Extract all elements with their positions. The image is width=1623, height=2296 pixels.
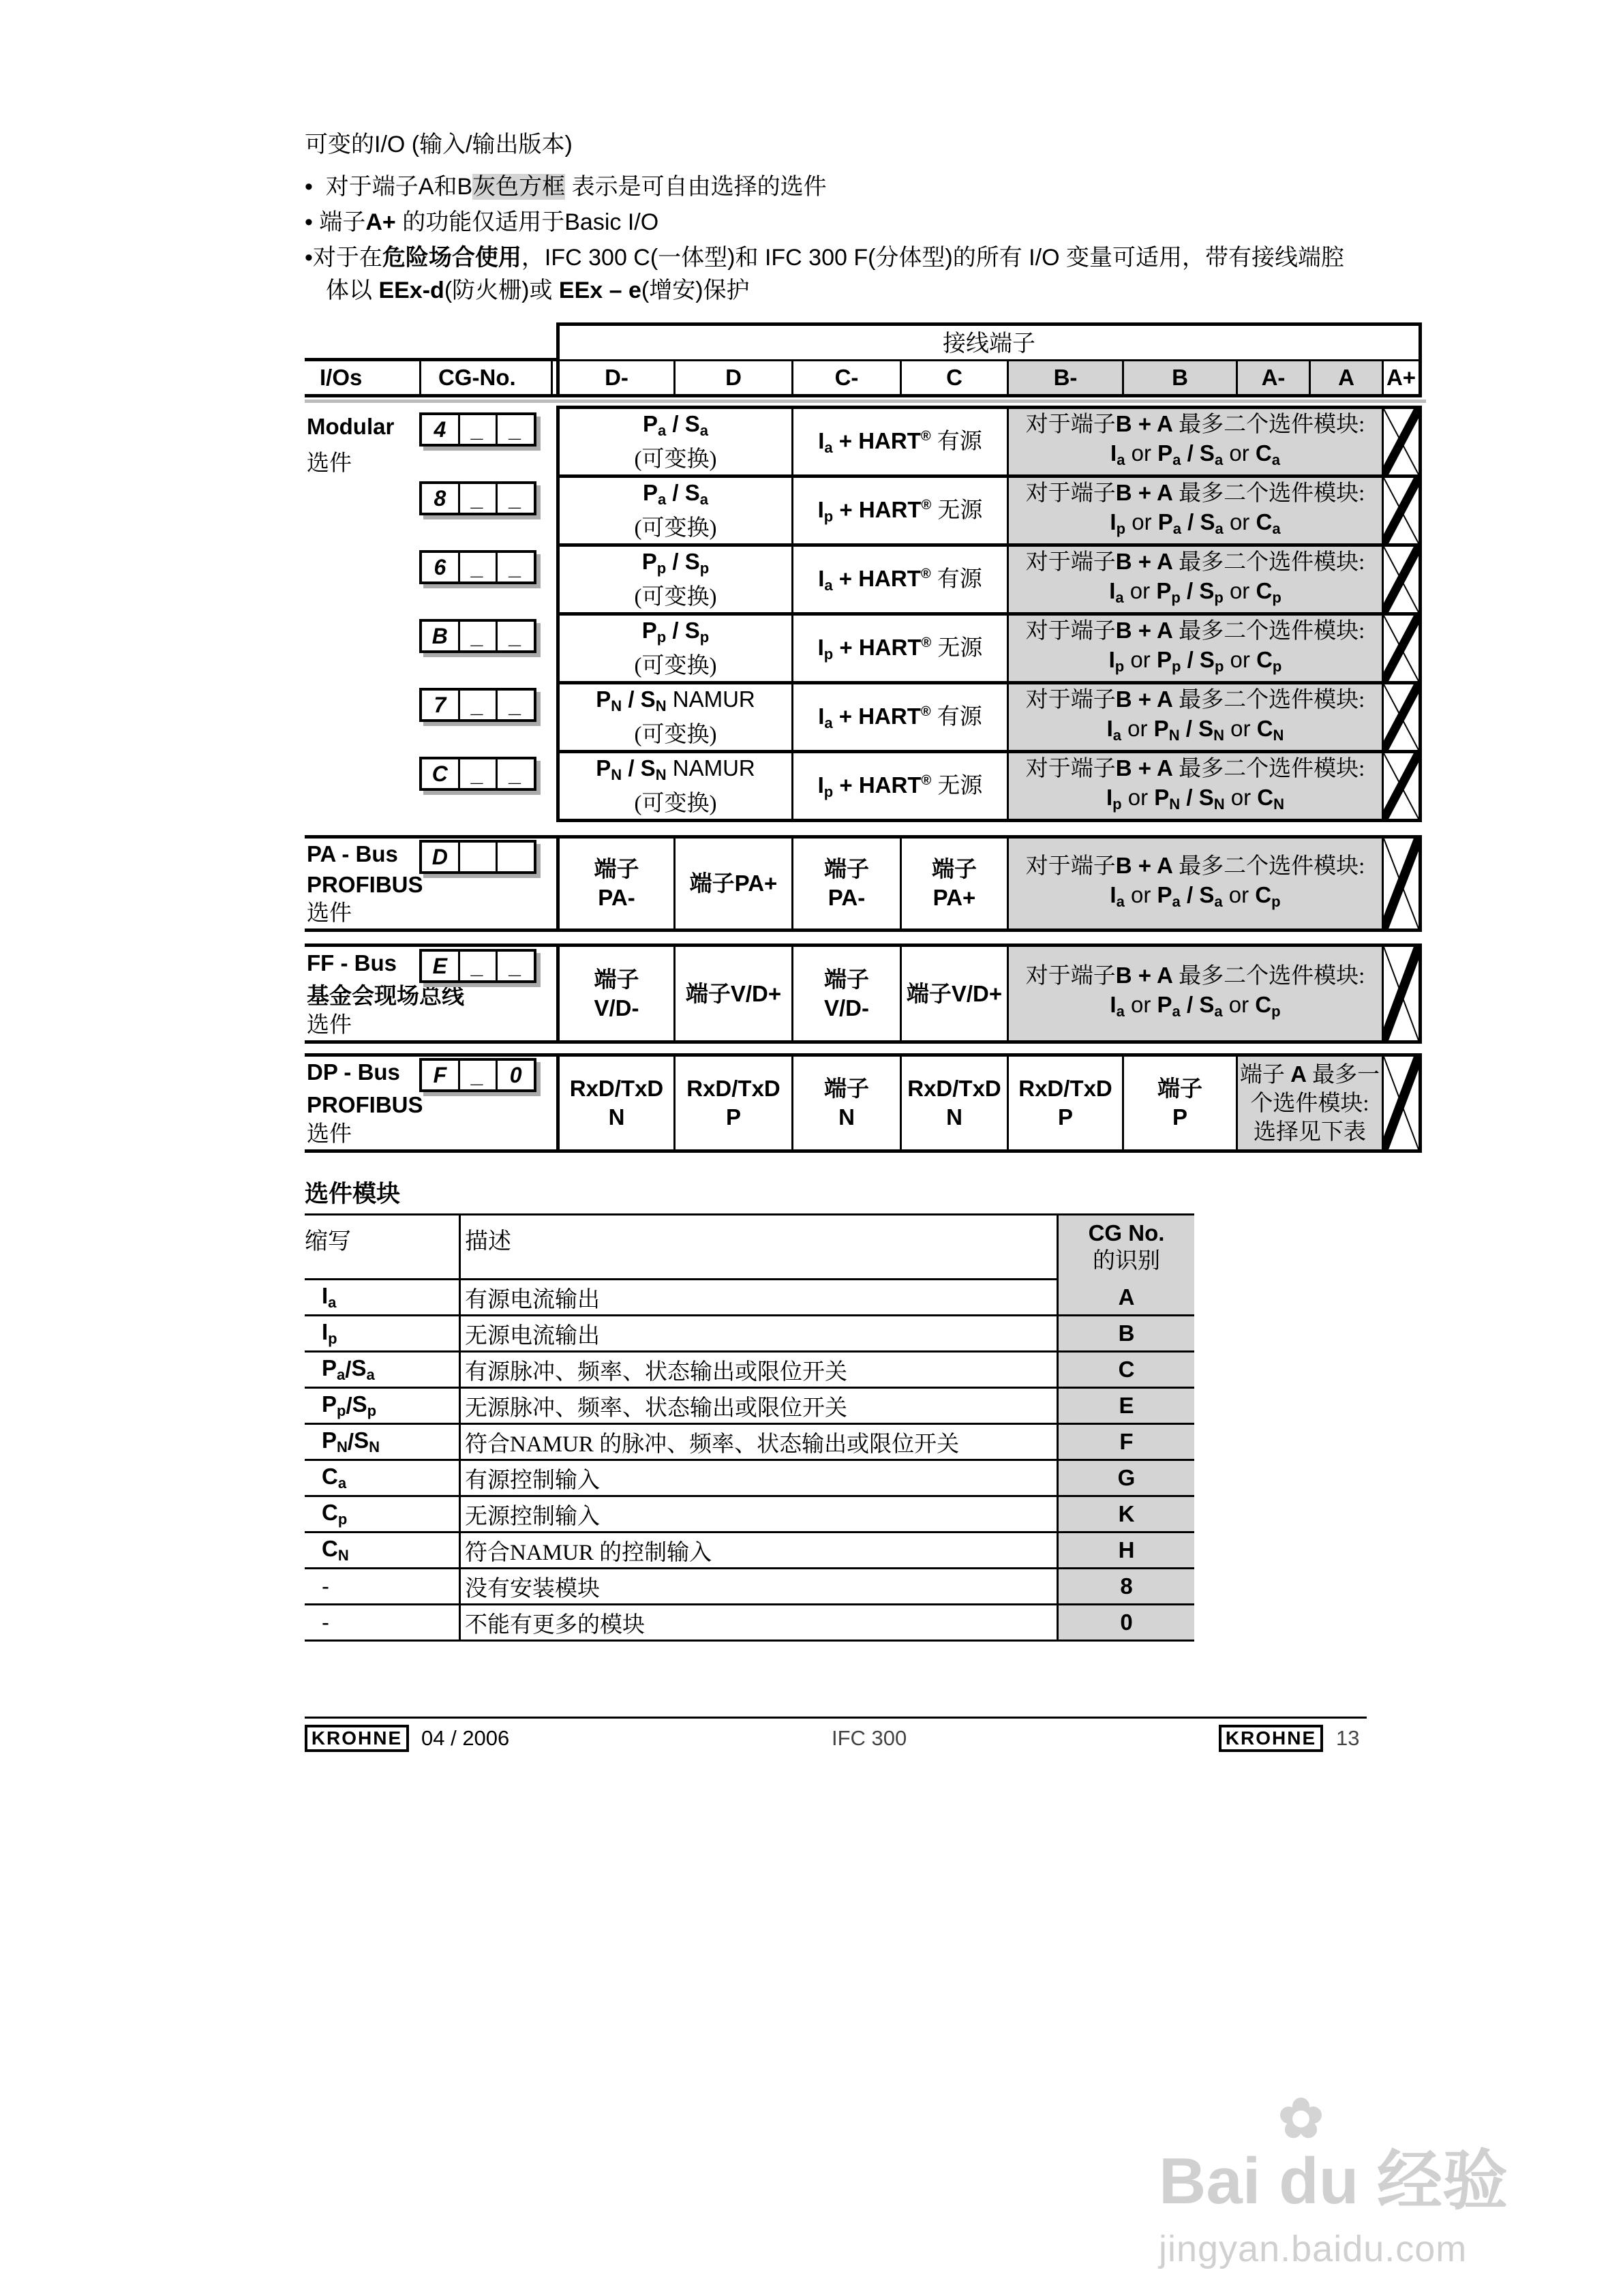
dp-terminal-b: 端子 P <box>1122 1057 1236 1149</box>
module-desc: 有源电流输出 <box>465 1287 600 1312</box>
modules-table <box>305 1280 1194 1642</box>
terminal-aplus: A+ <box>1382 361 1419 394</box>
module-row <box>305 1389 1194 1425</box>
module-row <box>305 1533 1194 1569</box>
terminals-d-output: $P_p / S_p$ (可变换) <box>634 618 717 678</box>
modules-header <box>305 1213 1194 1280</box>
watermark-logo: ✿ Bai du 经验 <box>1159 2141 1541 2222</box>
cg-digit: 4 <box>434 417 446 442</box>
terminals-c-current-output: $I_p$ + HART® 无源 <box>791 753 1007 819</box>
module-row <box>305 1461 1194 1497</box>
terminal-aminus: A- <box>1236 361 1309 394</box>
cg-digit: _ <box>496 622 534 650</box>
module-row <box>305 1316 1194 1353</box>
cg-digit: _ <box>458 759 496 788</box>
module-row <box>305 1353 1194 1389</box>
module-row <box>305 1497 1194 1533</box>
terminals-c-current-output: $I_a$ + HART® 有源 <box>791 409 1007 474</box>
cross-mark-icon <box>1384 547 1419 612</box>
dp-terminal-b-minus: RxD/TxD P <box>1007 1057 1122 1149</box>
cg-digit: B <box>431 623 448 648</box>
cg-digit: 8 <box>434 485 446 511</box>
dp-terminal-c-minus: 端子 N <box>791 1057 900 1149</box>
module-desc: 不能有更多的模块 <box>465 1612 645 1637</box>
header-cg: CG No. 的识别 <box>1059 1215 1194 1280</box>
bullet-3-line2: 体以 EEx-d(防火栅)或 EEx – e(增安)保护 <box>326 277 750 303</box>
cross-mark-icon <box>1384 478 1419 543</box>
pa-option-modules: 对于端子B + A 最多二个选件模块: $I_a$ or $P_a / S_a$ or $C_p$ <box>1007 839 1382 928</box>
watermark-url: jingyan.baidu.com <box>1159 2229 1468 2269</box>
module-cg-id: B <box>1059 1316 1194 1350</box>
krohne-logo-left: KROHNE <box>305 1725 409 1752</box>
cg-digit: 7 <box>434 692 446 717</box>
dp-profibus-label: PROFIBUS <box>307 1092 423 1117</box>
terminals-ba-option-modules: 对于端子B + A 最多二个选件模块: $I_p$ or $P_N / S_N$ or $C_N$ <box>1007 753 1382 819</box>
page-heading: 可变的I/O (输入/输出版本) <box>305 132 573 157</box>
module-desc: 无源控制输入 <box>465 1504 600 1529</box>
module-abbr: $C_N$ <box>322 1536 349 1564</box>
terminal-dminus: D- <box>605 365 628 390</box>
module-desc: 无源脉冲、频率、状态输出或限位开关 <box>465 1395 847 1421</box>
cg-code-8 <box>419 481 536 515</box>
pa-terminal-d: 端子PA+ <box>673 839 791 928</box>
cg-digit: C <box>431 761 448 786</box>
header-desc: 描述 <box>465 1228 511 1254</box>
cg-digit: _ <box>458 415 496 444</box>
modular-row-7 <box>556 681 1422 753</box>
dp-terminal-d: RxD/TxD P <box>673 1057 791 1149</box>
unavailable-terminal-aplus <box>1382 1057 1419 1149</box>
modular-row-6 <box>556 543 1422 616</box>
terminals-c-current-output: $I_p$ + HART® 无源 <box>791 616 1007 681</box>
cg-digit: _ <box>496 553 534 581</box>
pa-terminal-d-minus: 端子 PA- <box>594 856 639 910</box>
cross-mark-icon <box>1384 839 1419 928</box>
terminals-d-output: $P_p / S_p$ (可变换) <box>634 549 717 609</box>
ff-label: FF - Bus <box>307 950 397 976</box>
dp-terminal-a-option: 端子 A 最多一 个选件模块: 选择见下表 <box>1236 1057 1382 1149</box>
terminal-columns <box>560 361 1419 394</box>
cg-digit: _ <box>458 952 496 980</box>
module-desc: 无源电流输出 <box>465 1323 600 1348</box>
module-cg-id: 0 <box>1059 1605 1194 1640</box>
module-abbr: $P_p$ / $S_p$ <box>322 1391 377 1419</box>
ff-row <box>556 943 1422 1044</box>
col-cgno: CG-No. <box>438 365 516 390</box>
dp-terminal-c: RxD/TxD N <box>900 1057 1007 1149</box>
terminals-title: 接线端子 <box>560 326 1419 361</box>
cg-digit: _ <box>458 622 496 650</box>
module-row <box>305 1569 1194 1605</box>
ff-terminal-d: 端子V/D+ <box>673 947 791 1040</box>
cg-digit: _ <box>496 759 534 788</box>
unavailable-terminal-aplus <box>1382 547 1419 612</box>
terminals-ba-option-modules: 对于端子B + A 最多二个选件模块: $I_a$ or $P_a / S_a$ or $C_a$ <box>1007 409 1382 474</box>
module-row <box>305 1605 1194 1642</box>
cg-digit: _ <box>458 484 496 513</box>
pa-profibus-label: PROFIBUS <box>307 872 423 897</box>
unavailable-terminal-aplus <box>1382 753 1419 819</box>
cg-digit: _ <box>496 952 534 980</box>
module-cg-id: G <box>1059 1461 1194 1495</box>
ff-option-label: 选件 <box>307 1012 352 1037</box>
bullet-2: • 端子A+ 的功能仅适用于Basic I/O <box>305 209 659 235</box>
module-cg-id: 8 <box>1059 1569 1194 1603</box>
terminals-d-output: $P_N / S_N$ NAMUR (可变换) <box>596 686 755 747</box>
cg-digit <box>458 843 496 871</box>
module-cg-id: K <box>1059 1497 1194 1531</box>
unavailable-terminal-aplus <box>1382 616 1419 681</box>
unavailable-terminal-aplus <box>1382 839 1419 928</box>
terminals-ba-option-modules: 对于端子B + A 最多二个选件模块: $I_a$ or $P_p / S_p$ or $C_p$ <box>1007 547 1382 612</box>
terminals-header-box <box>556 322 1422 397</box>
modular-row-b <box>556 612 1422 684</box>
paw-icon: ✿ <box>1278 2088 1324 2149</box>
cg-digit: _ <box>496 415 534 444</box>
cross-mark-icon <box>1384 616 1419 681</box>
terminal-c: C <box>900 361 1007 394</box>
terminals-ba-option-modules: 对于端子B + A 最多二个选件模块: $I_p$ or $P_p / S_p$ or $C_p$ <box>1007 616 1382 681</box>
module-cg-id: A <box>1059 1280 1194 1314</box>
modular-row-8 <box>556 474 1422 547</box>
header-abbr: 缩写 <box>305 1228 351 1254</box>
cg-digit: _ <box>458 691 496 719</box>
terminal-d: D <box>673 361 791 394</box>
terminals-c-current-output: $I_a$ + HART® 有源 <box>791 684 1007 750</box>
module-desc: 符合NAMUR 的控制输入 <box>465 1540 712 1565</box>
module-cg-id: E <box>1059 1389 1194 1423</box>
cg-code-b <box>419 619 536 653</box>
modular-row-c <box>556 750 1422 822</box>
cg-digit: 6 <box>434 554 446 579</box>
bullet-3: •对于在危险场合使用，IFC 300 C(一体型)和 IFC 300 F(分体型)的所有 I/O 变量可适用，带有接线端腔 <box>305 245 1344 271</box>
cross-mark-icon <box>1384 684 1419 750</box>
module-abbr: $I_a$ <box>322 1283 337 1311</box>
ff-fieldbus-label: 基金会现场总线 <box>307 983 464 1008</box>
cg-digit: F <box>433 1062 447 1087</box>
module-abbr: $C_a$ <box>322 1464 347 1492</box>
module-abbr: $P_N$ / $S_N$ <box>322 1428 380 1455</box>
dp-cg-code <box>419 1058 536 1092</box>
unavailable-terminal-aplus <box>1382 684 1419 750</box>
cross-mark-icon <box>1384 409 1419 474</box>
footer-date: 04 / 2006 <box>421 1726 510 1750</box>
pa-row <box>556 835 1422 932</box>
terminal-cminus: C- <box>791 361 900 394</box>
bullet-1: • 对于端子A和B灰色方框 表示是可自由选择的选件 <box>305 174 827 200</box>
module-cg-id: C <box>1059 1353 1194 1387</box>
cg-digit: E <box>432 953 447 978</box>
cg-digit: D <box>431 844 448 869</box>
module-abbr: - <box>322 1610 329 1635</box>
ios-cgno-header <box>305 358 556 397</box>
cg-digit: _ <box>496 691 534 719</box>
dp-terminal-d-minus: RxD/TxD N <box>569 1076 664 1130</box>
terminals-c-current-output: $I_a$ + HART® 有源 <box>791 547 1007 612</box>
ff-terminal-c: 端子V/D+ <box>900 947 1007 1040</box>
footer-product: IFC 300 <box>832 1726 907 1750</box>
col-ios: I/Os <box>320 365 363 390</box>
ff-terminal-d-minus: 端子 V/D- <box>594 966 639 1021</box>
krohne-logo-right: KROHNE <box>1219 1725 1323 1752</box>
terminals-c-current-output: $I_p$ + HART® 无源 <box>791 478 1007 543</box>
unavailable-terminal-aplus <box>1382 947 1419 1040</box>
modular-row-4 <box>556 406 1422 478</box>
cross-mark-icon <box>1384 753 1419 819</box>
module-abbr: $I_p$ <box>322 1319 337 1347</box>
module-abbr: $P_a$ / $S_a$ <box>322 1355 375 1383</box>
module-abbr: $C_p$ <box>322 1500 348 1528</box>
pa-label: PA - Bus <box>307 841 398 866</box>
cg-digit: 0 <box>496 1061 534 1089</box>
unavailable-terminal-aplus <box>1382 478 1419 543</box>
pa-cg-code <box>419 840 536 874</box>
unavailable-terminal-aplus <box>1382 409 1419 474</box>
module-desc: 没有安装模块 <box>465 1576 600 1601</box>
terminal-bminus: B- <box>1007 361 1122 394</box>
module-desc: 符合NAMUR 的脉冲、频率、状态输出或限位开关 <box>465 1432 960 1457</box>
terminals-d-output: $P_N / S_N$ NAMUR (可变换) <box>596 755 755 816</box>
footer-page: 13 <box>1336 1726 1360 1750</box>
cg-code-4 <box>419 412 536 447</box>
modular-option-label: 选件 <box>307 450 352 475</box>
cg-digit: _ <box>458 1061 496 1089</box>
module-row <box>305 1280 1194 1316</box>
cross-mark-icon <box>1384 1057 1419 1149</box>
cg-digit: _ <box>458 553 496 581</box>
cg-code-7 <box>419 688 536 722</box>
pa-terminal-c: 端子 PA+ <box>900 839 1007 928</box>
ff-cg-code <box>419 949 536 983</box>
terminals-ba-option-modules: 对于端子B + A 最多二个选件模块: $I_p$ or $P_a / S_a$ or $C_a$ <box>1007 478 1382 543</box>
cross-mark-icon <box>1384 947 1419 1040</box>
ff-option-modules: 对于端子B + A 最多二个选件模块: $I_a$ or $P_a / S_a$ or $C_p$ <box>1007 947 1382 1040</box>
terminals-ba-option-modules: 对于端子B + A 最多二个选件模块: $I_a$ or $P_N / S_N$ or $C_N$ <box>1007 684 1382 750</box>
cg-code-c <box>419 757 536 791</box>
terminals-d-output: $P_a / S_a$ (可变换) <box>634 480 717 541</box>
cg-digit <box>496 843 534 871</box>
module-cg-id: H <box>1059 1533 1194 1567</box>
terminal-b: B <box>1122 361 1236 394</box>
dp-row <box>556 1053 1422 1153</box>
module-row <box>305 1425 1194 1461</box>
modular-label: Modular <box>307 414 395 439</box>
terminal-a: A <box>1309 361 1382 394</box>
module-abbr: - <box>322 1573 329 1599</box>
dp-option-label: 选件 <box>307 1121 352 1146</box>
pa-option-label: 选件 <box>307 900 352 925</box>
cg-digit: _ <box>496 484 534 513</box>
terminals-d-output: $P_a / S_a$ (可变换) <box>634 411 717 472</box>
dp-label: DP - Bus <box>307 1059 400 1085</box>
module-desc: 有源脉冲、频率、状态输出或限位开关 <box>465 1359 847 1385</box>
module-desc: 有源控制输入 <box>465 1468 600 1493</box>
module-cg-id: F <box>1059 1425 1194 1459</box>
cg-code-6 <box>419 550 536 584</box>
ff-terminal-c-minus: 端子 V/D- <box>791 947 900 1040</box>
modules-title: 选件模块 <box>305 1181 401 1207</box>
pa-terminal-c-minus: 端子 PA- <box>791 839 900 928</box>
